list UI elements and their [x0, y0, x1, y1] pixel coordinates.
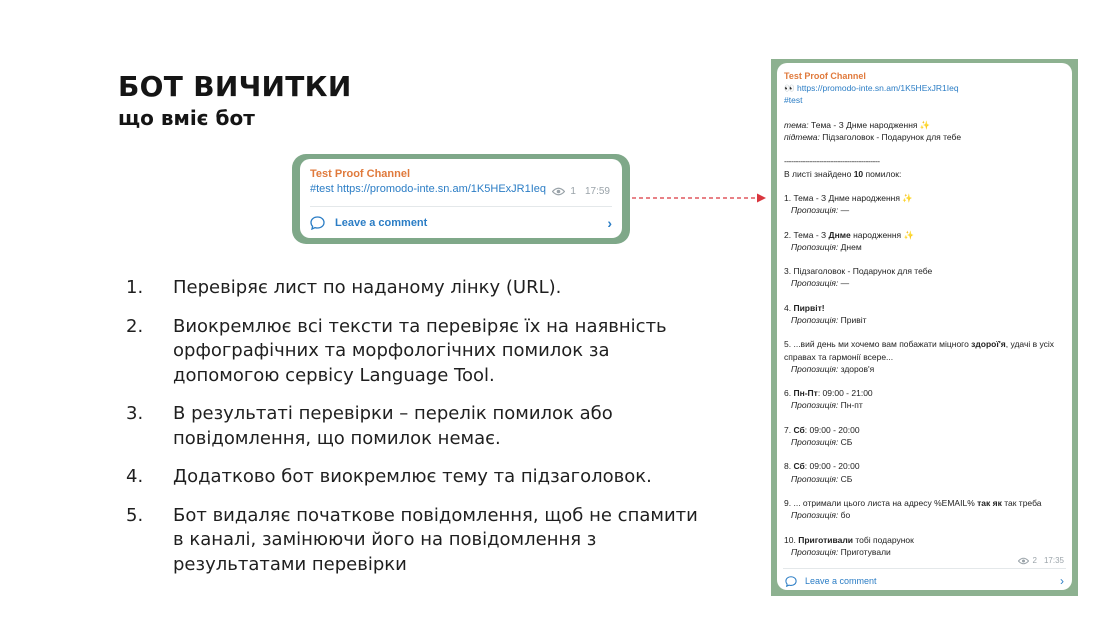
error-highlight: Сб [793, 424, 805, 435]
proposal-label: Пропозиція: [791, 314, 839, 325]
error-item [784, 338, 1064, 362]
slide-subtitle: що вміє бот [118, 106, 255, 130]
proposal-label: Пропозиція: [791, 205, 839, 216]
error-item [784, 302, 1064, 314]
error-highlight: здорої'я [971, 339, 1006, 350]
error-item [784, 229, 1064, 241]
leave-comment-button[interactable] [310, 214, 612, 232]
channel-name[interactable]: Test Proof Channel [784, 71, 866, 81]
error-item [784, 497, 1064, 509]
message-meta [1018, 555, 1064, 567]
eye-icon [552, 187, 565, 196]
proposal-line [784, 436, 1064, 448]
feature-number: 1. [126, 277, 144, 298]
error-number: 9. [784, 497, 792, 508]
divider [310, 206, 612, 207]
proposal-line [784, 277, 1064, 289]
eyes-emoji: 👀 [784, 83, 795, 94]
error-text: Підзаголовок - Подарунок для тебе [793, 266, 933, 277]
spacer [784, 180, 1064, 192]
message-bubble [300, 159, 622, 238]
feature-item [126, 504, 706, 578]
proposal-label: Пропозиція: [791, 363, 839, 374]
found-line [784, 168, 1064, 180]
found-count: 10 [853, 168, 864, 179]
feature-number: 5. [126, 504, 144, 526]
sparkles-icon: ✨ [919, 119, 931, 130]
error-text-tail: так треба [1001, 497, 1042, 508]
proposal-label: Пропозиція: [791, 510, 839, 521]
chevron-right-icon: › [607, 215, 612, 231]
error-number: 4. [784, 302, 792, 313]
error-item [784, 424, 1064, 436]
proposal-value: Приготували [840, 546, 891, 557]
proposal-value: Привіт [840, 314, 867, 325]
spacer [784, 290, 1064, 302]
feature-item [126, 465, 706, 490]
error-number: 1. [784, 192, 792, 203]
error-text-tail: : 09:00 - 20:00 [804, 461, 860, 472]
error-text: ...вий день ми хочемо вам побажати міцного [793, 339, 972, 350]
view-count: 1 [570, 186, 576, 197]
speech-bubble-icon [785, 576, 797, 587]
error-item [784, 265, 1064, 277]
feature-number: 2. [126, 315, 144, 337]
spacer [784, 375, 1064, 387]
spacer [784, 485, 1064, 497]
separator: ----------------------------------------- [784, 156, 880, 167]
result-message-card [771, 59, 1078, 596]
spacer [784, 326, 1064, 338]
sparkles-icon: ✨ [899, 192, 913, 203]
error-number: 3. [784, 266, 792, 277]
speech-bubble-icon [310, 216, 325, 230]
proposal-line [784, 241, 1064, 253]
link-line [784, 82, 1064, 94]
feature-item [126, 315, 706, 389]
proposal-value: — [840, 278, 850, 289]
error-highlight: Приготивали [798, 534, 853, 545]
spacer [784, 448, 1064, 460]
proposal-value: — [840, 205, 850, 216]
spacer [784, 412, 1064, 424]
proposal-value: Днем [840, 241, 862, 252]
theme-line [784, 119, 1064, 131]
divider [783, 568, 1066, 569]
error-number: 10. [784, 534, 796, 545]
slide-title: БОТ ВИЧИТКИ [118, 70, 352, 103]
proposal-value: бо [840, 510, 851, 521]
error-highlight: Пирвіт! [793, 302, 825, 313]
proposal-value: здоров'я [840, 363, 875, 374]
error-item [784, 192, 1064, 204]
found-suffix: помилок: [865, 168, 902, 179]
error-item [784, 534, 1064, 546]
error-highlight: Сб [793, 461, 805, 472]
theme-label: тема: [784, 119, 809, 130]
proposal-label: Пропозиція: [791, 241, 839, 252]
feature-number: 4. [126, 466, 144, 487]
spacer [784, 521, 1064, 533]
proposal-label: Пропозиція: [791, 278, 839, 289]
message-text[interactable]: #test https://promodo-inte.sn.am/1K5HExJR1Ieq [310, 183, 547, 195]
subtheme-label: підтема: [784, 132, 820, 142]
theme-value: Тема - З Днме народження [811, 119, 918, 130]
proposal-label: Пропозиція: [791, 400, 839, 411]
error-item [784, 460, 1064, 472]
error-number: 2. [784, 229, 792, 240]
proposal-line [784, 399, 1064, 411]
proposal-label: Пропозиція: [791, 436, 839, 447]
leave-comment-label: Leave a comment [335, 217, 428, 229]
sparkles-icon: ✨ [901, 229, 915, 240]
error-number: 8. [784, 461, 792, 472]
feature-text: Перевіряє лист по наданому лінку (URL). [173, 277, 562, 298]
message-link[interactable]: https://promodo-inte.sn.am/1K5HExJR1Ieq [796, 83, 959, 94]
proposal-line [784, 473, 1064, 485]
feature-text: В результаті перевірки – перелік помилок або повідомлення, що помилок немає. [173, 403, 613, 449]
found-prefix: В листі знайдено [784, 168, 852, 179]
message-time: 17:59 [584, 186, 610, 197]
feature-list [126, 276, 706, 591]
error-text-tail: : 09:00 - 20:00 [804, 424, 860, 435]
proposal-line [784, 363, 1064, 375]
feature-text: Бот видаляє початкове повідомлення, щоб не спамити в каналі, замінюючи його на повідомлення з результатами перевірки [173, 504, 698, 575]
spacer [784, 216, 1064, 228]
error-item [784, 387, 1064, 399]
error-highlight: Днме [828, 229, 851, 240]
error-text-tail: тобі подарунок [853, 534, 914, 545]
proposal-line [784, 509, 1064, 521]
error-text-tail: , удачі в усіх справах та гармонії всере... [784, 339, 1055, 362]
error-text: Тема - З Днме народження [793, 192, 900, 203]
eye-icon [1018, 557, 1029, 565]
channel-name[interactable]: Test Proof Channel [310, 168, 411, 180]
message-meta [552, 186, 610, 197]
proposal-line [784, 314, 1064, 326]
subtheme-line [784, 131, 1064, 143]
message-time: 17:35 [1043, 556, 1064, 565]
dashed-arrow [632, 192, 768, 204]
error-highlight: Пн-Пт [793, 388, 818, 399]
subtheme-value: Підзаголовок - Подарунок для тебе [822, 132, 962, 142]
proposal-line [784, 204, 1064, 216]
proposal-value: Пн-пт [840, 400, 863, 411]
error-number: 6. [784, 388, 792, 399]
error-number: 7. [784, 424, 792, 435]
feature-item [126, 276, 706, 301]
feature-number: 3. [126, 403, 144, 424]
feature-text: Виокремлює всі тексти та перевіряє їх на наявність орфографічних та морфологічних помилок за допомогою сервісу Language Tool. [173, 315, 667, 386]
error-text-tail: народження [850, 229, 902, 240]
original-message-card [292, 154, 630, 244]
spacer [784, 253, 1064, 265]
result-bubble [777, 63, 1072, 590]
hashtag[interactable]: #test [784, 95, 803, 106]
leave-comment-button[interactable] [785, 574, 1064, 588]
feature-text: Додатково бот виокремлює тему та підзаголовок. [173, 466, 652, 487]
proposal-value: СБ [840, 473, 853, 484]
proposal-label: Пропозиція: [791, 546, 839, 557]
proposal-value: СБ [840, 436, 853, 447]
leave-comment-label: Leave a comment [805, 575, 877, 586]
proposal-label: Пропозиція: [791, 473, 839, 484]
error-list [784, 180, 1064, 558]
chevron-right-icon: › [1060, 573, 1064, 588]
error-highlight: так як [977, 497, 1002, 508]
error-text: Тема - З [793, 229, 829, 240]
error-text-tail: : 09:00 - 21:00 [817, 388, 873, 399]
view-count: 2 [1032, 556, 1037, 565]
error-text: ... отримали цього листа на адресу %EMAIL% [793, 497, 978, 508]
feature-item [126, 402, 706, 451]
error-number: 5. [784, 339, 792, 350]
